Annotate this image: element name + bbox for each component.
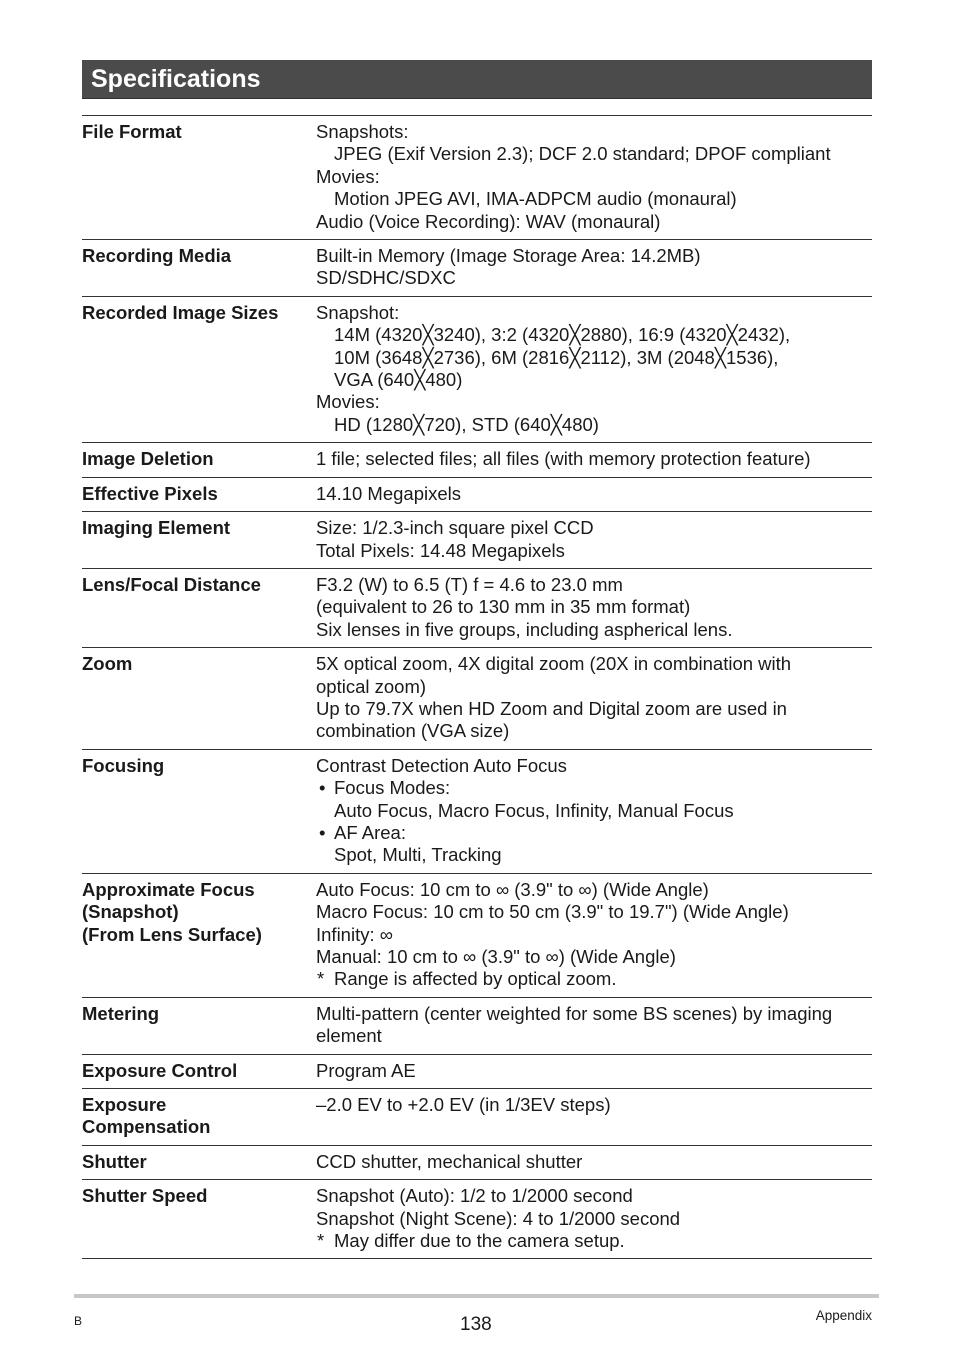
page-number: 138 xyxy=(460,1314,492,1335)
spec-value-text: SD/SDHC/SDXC xyxy=(316,267,456,289)
spec-row xyxy=(82,1089,872,1146)
spec-label: Shutter xyxy=(82,1145,316,1179)
spec-label: Zoom xyxy=(82,648,316,750)
spec-value-line xyxy=(316,1151,872,1173)
spec-value-line xyxy=(316,517,872,539)
spec-value xyxy=(316,240,872,297)
spec-value-text: May differ due to the camera setup. xyxy=(334,1230,625,1252)
spec-label: Shutter Speed xyxy=(82,1180,316,1259)
specifications-table xyxy=(82,115,872,1259)
spec-value-text: optical zoom) xyxy=(316,675,427,697)
spec-value-text: Auto Focus, Macro Focus, Infinity, Manual Focus xyxy=(334,799,734,821)
spec-value-text: Size: 1/2.3-inch square pixel CCD xyxy=(316,517,594,539)
spec-value-sub-line xyxy=(316,369,872,391)
spec-value xyxy=(316,1054,872,1088)
spec-value-text: Audio (Voice Recording): WAV (monaural) xyxy=(316,210,661,232)
spec-value-text: 14M (4320╳3240), 3:2 (4320╳2880), 16:9 (4320╳2432), xyxy=(334,324,791,346)
spec-label: Image Deletion xyxy=(82,443,316,477)
spec-value-text: Range is affected by optical zoom. xyxy=(334,968,617,990)
spec-value-sub-line xyxy=(316,143,872,165)
spec-row xyxy=(82,749,872,873)
spec-label: Lens/Focal Distance xyxy=(82,568,316,647)
spec-value-text: Spot, Multi, Tracking xyxy=(334,844,502,866)
spec-value xyxy=(316,512,872,569)
spec-value xyxy=(316,749,872,873)
spec-label: Focusing xyxy=(82,749,316,873)
spec-row xyxy=(82,116,872,240)
spec-value-text: Snapshot: xyxy=(316,301,400,323)
spec-value-text: (equivalent to 26 to 130 mm in 35 mm format) xyxy=(316,596,691,618)
spec-label-line: Approximate Focus xyxy=(82,878,255,900)
spec-value-text: 14.10 Megapixels xyxy=(316,482,462,504)
spec-row xyxy=(82,997,872,1054)
spec-value-text: Movies: xyxy=(316,391,380,413)
spec-value-text: Total Pixels: 14.48 Megapixels xyxy=(316,539,565,561)
spec-value xyxy=(316,1180,872,1259)
spec-value-sub-line xyxy=(316,844,872,866)
spec-value-line xyxy=(316,619,872,641)
spec-value-line xyxy=(316,1094,872,1116)
spec-value-text: VGA (640╳480) xyxy=(334,369,463,391)
spec-row xyxy=(82,1145,872,1179)
spec-label: Exposure Control xyxy=(82,1054,316,1088)
note-mark: * xyxy=(317,968,325,990)
spec-value-text: F3.2 (W) to 6.5 (T) f = 4.6 to 23.0 mm xyxy=(316,573,623,595)
spec-value-sub-line xyxy=(316,414,872,436)
spec-value-line xyxy=(316,540,872,562)
note-mark: * xyxy=(317,1230,325,1252)
spec-value-sub-line xyxy=(316,324,872,346)
spec-value xyxy=(316,568,872,647)
spec-value xyxy=(316,873,872,997)
spec-note xyxy=(316,1230,872,1252)
spec-value-line xyxy=(316,755,872,777)
spec-value-line xyxy=(316,1208,872,1230)
spec-label-line: (From Lens Surface) xyxy=(82,923,262,945)
spec-value-text: Multi-pattern (center weighted for some BS scenes) by imaging xyxy=(316,1002,833,1024)
spec-bullet-item xyxy=(316,822,872,844)
spec-label-line: Exposure xyxy=(82,1094,167,1116)
spec-row xyxy=(82,1054,872,1088)
spec-row xyxy=(82,477,872,511)
spec-value xyxy=(316,443,872,477)
spec-label xyxy=(82,873,316,997)
spec-value-text: 5X optical zoom, 4X digital zoom (20X in combination with xyxy=(316,653,792,675)
spec-value-line xyxy=(316,1025,872,1047)
spec-value-text: Motion JPEG AVI, IMA-ADPCM audio (monaural) xyxy=(334,188,737,210)
spec-label-line: Compensation xyxy=(82,1116,211,1138)
spec-value-line xyxy=(316,720,872,742)
spec-label xyxy=(82,1089,316,1146)
spec-value-sub-line xyxy=(316,800,872,822)
spec-value-line xyxy=(316,267,872,289)
spec-bullet-item xyxy=(316,777,872,799)
spec-value-line xyxy=(316,1003,872,1025)
spec-value-text: Up to 79.7X when HD Zoom and Digital zoom are used in xyxy=(316,697,787,719)
spec-value xyxy=(316,997,872,1054)
spec-value-text: CCD shutter, mechanical shutter xyxy=(316,1150,583,1172)
bullet-mark: • xyxy=(319,777,326,799)
spec-value-text: –2.0 EV to +2.0 EV (in 1/3EV steps) xyxy=(316,1094,611,1116)
spec-value-line xyxy=(316,653,872,675)
spec-value-text: Contrast Detection Auto Focus xyxy=(316,754,567,776)
spec-row xyxy=(82,240,872,297)
spec-value-line xyxy=(316,676,872,698)
spec-label-line: (Snapshot) xyxy=(82,901,179,923)
spec-label: Recorded Image Sizes xyxy=(82,296,316,442)
spec-value-text: Program AE xyxy=(316,1059,416,1081)
spec-value-line xyxy=(316,391,872,413)
spec-value-line xyxy=(316,245,872,267)
spec-value-line xyxy=(316,574,872,596)
spec-label: Imaging Element xyxy=(82,512,316,569)
spec-row xyxy=(82,873,872,997)
spec-label: Effective Pixels xyxy=(82,477,316,511)
spec-value-text: Infinity: ∞ xyxy=(316,923,393,945)
spec-value-text: Snapshot (Night Scene): 4 to 1/2000 second xyxy=(316,1207,681,1229)
spec-label: Recording Media xyxy=(82,240,316,297)
spec-value-text: Focus Modes: xyxy=(334,777,451,799)
spec-value-line xyxy=(316,448,872,470)
spec-value-text: Movies: xyxy=(316,165,380,187)
spec-value xyxy=(316,116,872,240)
spec-value-text: JPEG (Exif Version 2.3); DCF 2.0 standard; DPOF compliant xyxy=(334,143,831,165)
spec-value-text: Snapshots: xyxy=(316,121,409,142)
section-title: Specifications xyxy=(91,65,261,93)
bullet-mark: • xyxy=(319,821,326,843)
spec-row xyxy=(82,1180,872,1259)
footer-chapter-label: Appendix xyxy=(815,1308,872,1323)
section-title-bar xyxy=(82,60,872,99)
footer-divider xyxy=(74,1294,879,1298)
spec-value-text: element xyxy=(316,1025,382,1047)
footer-section-marker: B xyxy=(74,1314,83,1328)
spec-value-line xyxy=(316,596,872,618)
spec-row xyxy=(82,512,872,569)
spec-value-line xyxy=(316,901,872,923)
spec-row xyxy=(82,443,872,477)
spec-value-line xyxy=(316,483,872,505)
spec-value-text: HD (1280╳720), STD (640╳480) xyxy=(334,413,599,435)
spec-label: Metering xyxy=(82,997,316,1054)
spec-value-sub-line xyxy=(316,188,872,210)
spec-value-line xyxy=(316,698,872,720)
spec-value-text: AF Area: xyxy=(334,821,406,843)
spec-value xyxy=(316,477,872,511)
spec-value-text: Manual: 10 cm to ∞ (3.9" to ∞) (Wide Angle) xyxy=(316,946,676,967)
spec-label: File Format xyxy=(82,116,316,240)
spec-value-text: 10M (3648╳2736), 6M (2816╳2112), 3M (2048╳1536), xyxy=(334,346,779,368)
spec-row xyxy=(82,648,872,750)
spec-value-text: Macro Focus: 10 cm to 50 cm (3.9" to 19.7") (Wide Angle) xyxy=(316,901,789,923)
spec-value-text: 1 file; selected files; all files (with memory protection feature) xyxy=(316,448,811,470)
spec-value xyxy=(316,648,872,750)
spec-row xyxy=(82,296,872,442)
spec-value-sub-line xyxy=(316,347,872,369)
spec-value-text: Six lenses in five groups, including aspherical lens. xyxy=(316,618,733,640)
spec-value-text: Snapshot (Auto): 1/2 to 1/2000 second xyxy=(316,1185,633,1207)
spec-value-text: combination (VGA size) xyxy=(316,720,510,742)
spec-value xyxy=(316,296,872,442)
spec-value-line xyxy=(316,946,872,968)
spec-value-line xyxy=(316,1060,872,1082)
spec-value xyxy=(316,1145,872,1179)
spec-value-line xyxy=(316,879,872,901)
spec-value-line xyxy=(316,302,872,324)
spec-value-line xyxy=(316,924,872,946)
spec-value-line xyxy=(316,1185,872,1207)
spec-note xyxy=(316,968,872,990)
spec-value-text: Auto Focus: 10 cm to ∞ (3.9" to ∞) (Wide Angle) xyxy=(316,878,709,900)
spec-value xyxy=(316,1089,872,1146)
spec-value-line xyxy=(316,211,872,233)
spec-row xyxy=(82,568,872,647)
spec-value-text: Built-in Memory (Image Storage Area: 14.2MB) xyxy=(316,245,701,267)
spec-value-line xyxy=(316,121,872,143)
spec-value-line xyxy=(316,166,872,188)
